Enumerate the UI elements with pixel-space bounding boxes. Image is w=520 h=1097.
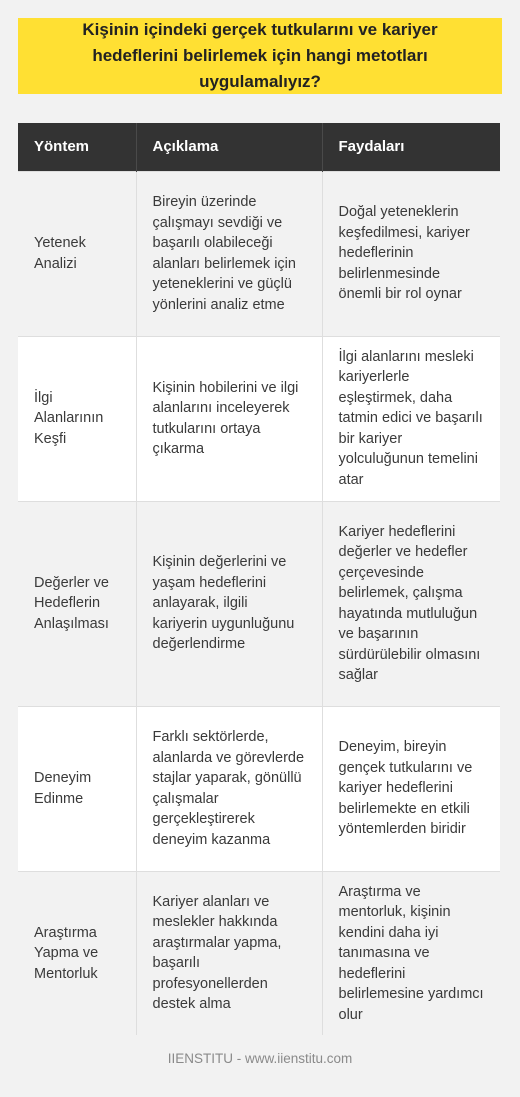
title-banner — [18, 18, 502, 94]
cell-benefits: Araştırma ve mentorluk, kişinin kendini daha iyi tanımasına ve hedeflerini belirlemesine yardımcı olur — [322, 871, 500, 1035]
cell-benefits: Kariyer hedeflerini değerler ve hedefler çerçevesinde belirlemek, çalışma hayatında mutluluğun ve başarının sürdürülebilir olmasını sağlar — [322, 501, 500, 706]
table-row — [18, 501, 500, 706]
header-benefits: Faydaları — [322, 123, 500, 171]
cell-description: Bireyin üzerinde çalışmayı sevdiği ve başarılı olabileceği alanları belirlemek için yeteneklerini ve güçlü yönlerini analiz etme — [136, 171, 322, 336]
cell-description: Kariyer alanları ve meslekler hakkında araştırmalar yapma, başarılı profesyonellerden destek alma — [136, 871, 322, 1035]
table-row — [18, 871, 500, 1035]
page-title: Kişinin içindeki gerçek tutkularını ve kariyer hedeflerini belirlemek için hangi metotları uygulamalıyız? — [82, 20, 438, 91]
cell-method: Araştırma Yapma ve Mentorluk — [18, 871, 136, 1035]
cell-method: İlgi Alanlarının Keşfi — [18, 336, 136, 501]
cell-description: Kişinin hobilerini ve ilgi alanlarını inceleyerek tutkularını ortaya çıkarma — [136, 336, 322, 501]
cell-method: Yetenek Analizi — [18, 171, 136, 336]
table-header-row — [18, 123, 500, 171]
cell-benefits: Deneyim, bireyin gençek tutkularını ve kariyer hedeflerini belirlemekte en etkili yöntemlerden biridir — [322, 706, 500, 871]
header-method: Yöntem — [18, 123, 136, 171]
footer-credit: IIENSTITU - www.iienstitu.com — [167, 1051, 353, 1066]
cell-method: Değerler ve Hedeflerin Anlaşılması — [18, 501, 136, 706]
cell-description: Kişinin değerlerini ve yaşam hedeflerini anlayarak, ilgili kariyerin uygunluğunu değerlendirme — [136, 501, 322, 706]
methods-table — [18, 123, 500, 1035]
cell-benefits: Doğal yeteneklerin keşfedilmesi, kariyer hedeflerinin belirlenmesinde önemli bir rol oynar — [322, 171, 500, 336]
table-row — [18, 171, 500, 336]
cell-method: Deneyim Edinme — [18, 706, 136, 871]
cell-benefits: İlgi alanlarını mesleki kariyerlerle eşleştirmek, daha tatmin edici ve başarılı bir kariyer yolculuğunun temelini atar — [322, 336, 500, 501]
header-description: Açıklama — [136, 123, 322, 171]
table-row — [18, 706, 500, 871]
cell-description: Farklı sektörlerde, alanlarda ve görevlerde stajlar yaparak, gönüllü çalışmalar gerçekleştirerek deneyim kazanma — [136, 706, 322, 871]
table-row — [18, 336, 500, 501]
